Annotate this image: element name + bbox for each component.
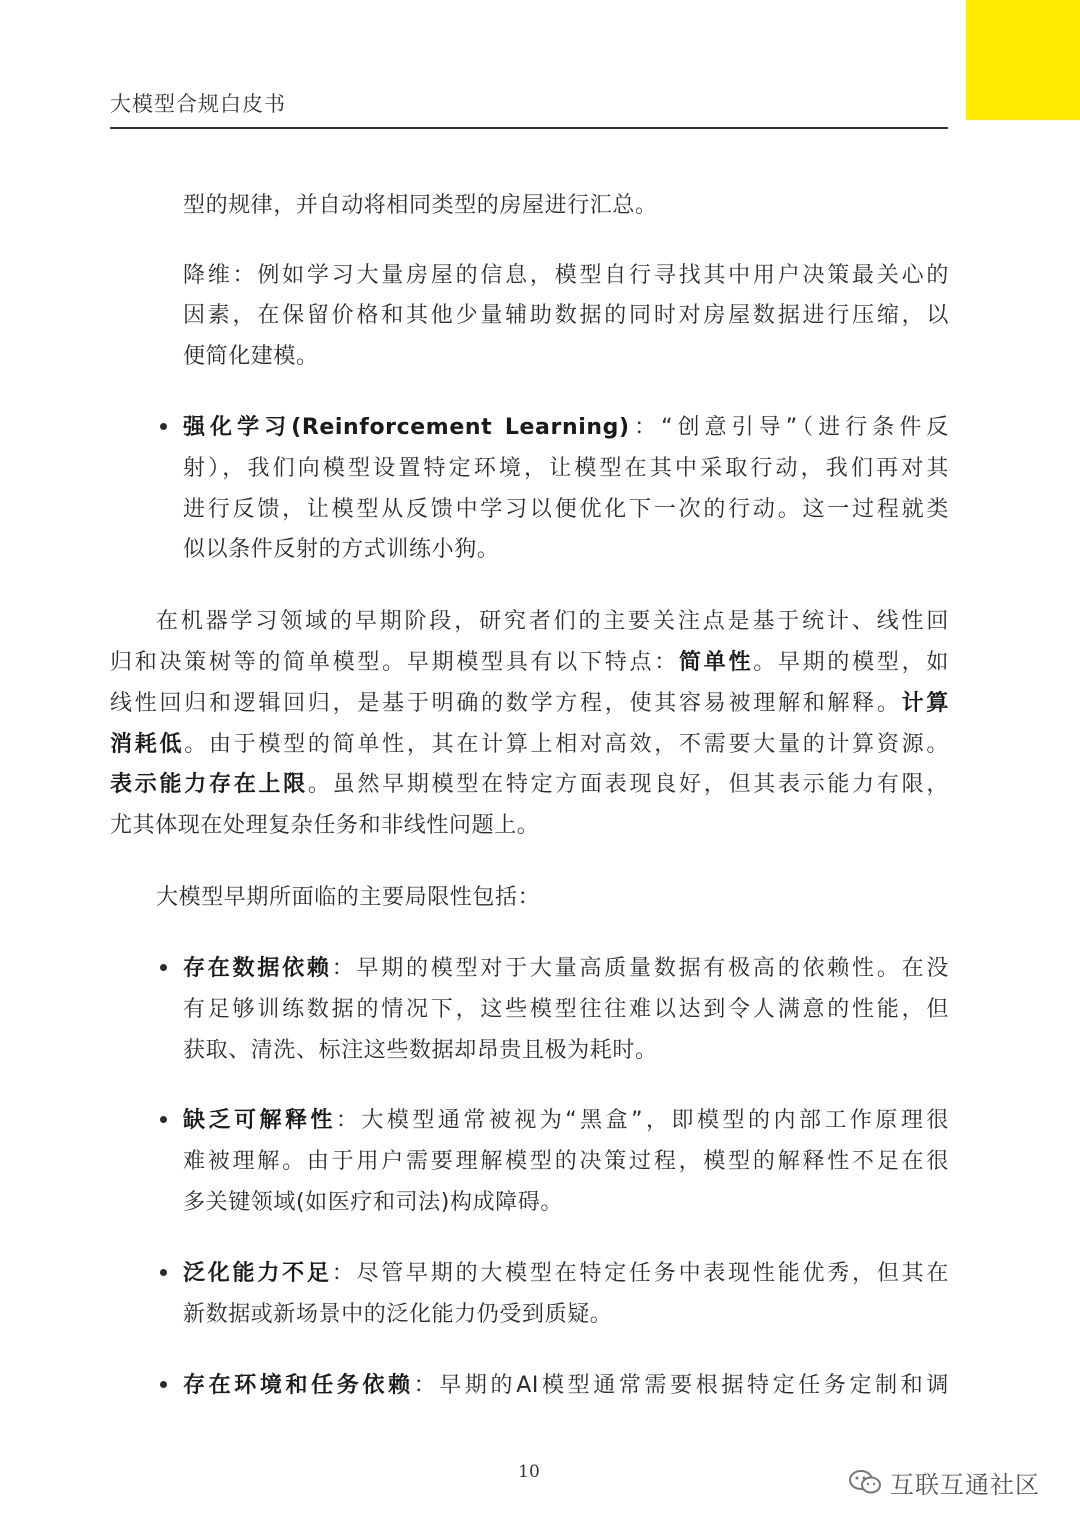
text-line: 在机器学习领域的早期阶段，研究者们的主要关注点是基于统计、线性回 bbox=[156, 609, 949, 634]
term-data-dependency: 存在数据依赖 bbox=[183, 956, 332, 981]
chat-bubbles-icon bbox=[848, 1468, 882, 1496]
text-line: 射），我们向模型设置特定环境，让模型在其中采取行动，我们再对其 bbox=[183, 456, 949, 481]
bullet-dot bbox=[160, 1116, 167, 1123]
watermark-text: 互联互通社区 bbox=[890, 1470, 1040, 1499]
text-line: 新数据或新场景中的泛化能力仍受到质疑。 bbox=[183, 1302, 613, 1327]
text-line: 获取、清洗、标注这些数据却昂贵且极为耗时。 bbox=[183, 1038, 658, 1063]
term-capacity-limit: 表示能力存在上限 bbox=[110, 772, 308, 797]
list-item-task-dependency: 存在环境和任务依赖：早期的AI模型通常需要根据特定任务定制和调 bbox=[183, 1373, 949, 1398]
term-simplicity: 简单性 bbox=[678, 650, 754, 675]
header-title: 大模型合规白皮书 bbox=[110, 92, 286, 116]
term-reinforcement-learning: 强化学习(Reinforcement Learning) bbox=[183, 415, 630, 440]
bullet-dot bbox=[160, 964, 167, 971]
text-line: 消耗低。由于模型的简单性，其在计算上相对高效，不需要大量的计算资源。 bbox=[110, 732, 949, 757]
term-interpretability: 缺乏可解释性 bbox=[183, 1108, 336, 1133]
bullet-dot bbox=[160, 1381, 167, 1388]
text-line: 因素，在保留价格和其他少量辅助数据的同时对房屋数据进行压缩，以 bbox=[183, 303, 949, 328]
text-line: 多关键领域(如医疗和司法)构成障碍。 bbox=[183, 1190, 563, 1215]
list-item-interpretability: 缺乏可解释性：大模型通常被视为“黑盒”，即模型的内部工作原理很 bbox=[183, 1108, 949, 1133]
text-line: 难被理解。由于用户需要理解模型的决策过程，模型的解释性不足在很 bbox=[183, 1149, 949, 1174]
list-item-data-dependency: 存在数据依赖：早期的模型对于大量高质量数据有极高的依赖性。在没 bbox=[183, 956, 949, 981]
text-line: 大模型早期所面临的主要局限性包括： bbox=[156, 885, 541, 910]
text-line: 似以条件反射的方式训练小狗。 bbox=[183, 537, 500, 562]
list-item-generalization: 泛化能力不足：尽管早期的大模型在特定任务中表现性能优秀，但其在 bbox=[183, 1261, 949, 1286]
text-line: 有足够训练数据的情况下，这些模型往往难以达到令人满意的性能，但 bbox=[183, 997, 949, 1022]
term-task-dependency: 存在环境和任务依赖 bbox=[183, 1373, 414, 1398]
text-line: 表示能力存在上限。虽然早期模型在特定方面表现良好，但其表示能力有限， bbox=[110, 772, 949, 797]
term-generalization: 泛化能力不足 bbox=[183, 1261, 332, 1286]
watermark bbox=[848, 1462, 1040, 1502]
list-item-reinforcement-learning: 强化学习(Reinforcement Learning)：“创意引导”（进行条件反 bbox=[183, 415, 949, 440]
text-line: 线性回归和逻辑回归，是基于明确的数学方程，使其容易被理解和解释。计算 bbox=[110, 691, 949, 716]
bullet-dot bbox=[160, 1269, 167, 1276]
text-line: 进行反馈，让模型从反馈中学习以便优化下一次的行动。这一过程就类 bbox=[183, 497, 949, 522]
header-divider bbox=[110, 127, 948, 129]
text-line: 型的规律，并自动将相同类型的房屋进行汇总。 bbox=[183, 193, 658, 218]
corner-accent-block bbox=[966, 0, 1080, 120]
page-number: 10 bbox=[518, 1462, 540, 1482]
bullet-dot bbox=[160, 423, 167, 430]
text-line: 降维：例如学习大量房屋的信息，模型自行寻找其中用户决策最关心的 bbox=[183, 263, 949, 288]
text-line: 归和决策树等的简单模型。早期模型具有以下特点：简单性。早期的模型，如 bbox=[110, 650, 949, 675]
term-low-compute: 计算 bbox=[901, 691, 949, 716]
text-line: 便简化建模。 bbox=[183, 344, 319, 369]
text-line: 尤其体现在处理复杂任务和非线性问题上。 bbox=[110, 813, 540, 838]
